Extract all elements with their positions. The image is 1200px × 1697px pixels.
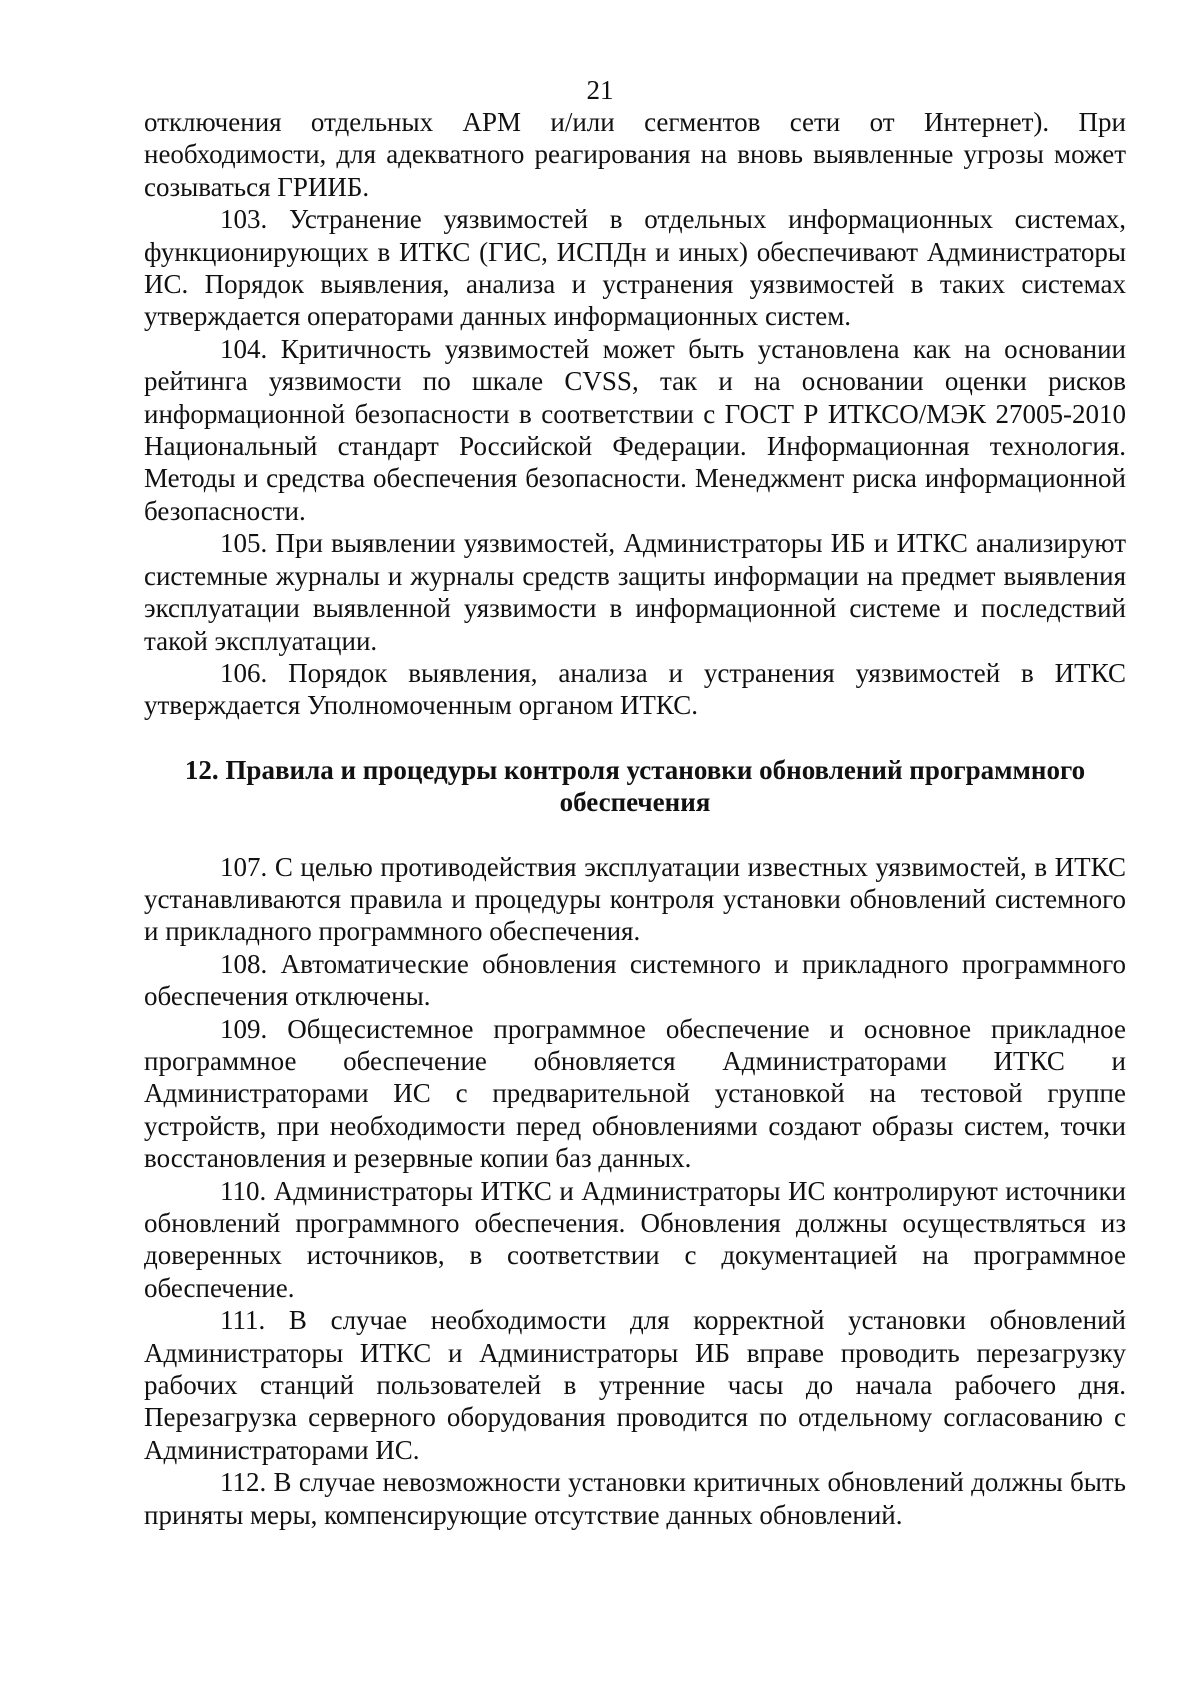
paragraph-107 bbox=[144, 851, 1126, 948]
paragraph-112 bbox=[144, 1466, 1126, 1531]
section-heading-text: 12. Правила и процедуры контроля установки обновлений программного обеспечения bbox=[184, 754, 1086, 818]
paragraph-text: Порядок выявления, анализа и устранения уязвимостей в ИТКС утверждается Уполномоченным органом ИТКС. bbox=[144, 657, 1126, 721]
paragraph-continuation bbox=[144, 106, 1126, 203]
paragraphs-before-section bbox=[144, 106, 1126, 722]
paragraph-text: В случае невозможности установки критичных обновлений должны быть приняты меры, компенсирующие отсутствие данных обновлений. bbox=[144, 1467, 1126, 1530]
paragraph-text: отключения отдельных АРМ и/или сегментов сети от Интернет). При необходимости, для адекватного реагирования на вновь выявленные угрозы может созываться ГРИИБ. bbox=[144, 107, 1126, 202]
paragraph-108 bbox=[144, 948, 1126, 1013]
paragraph-106 bbox=[144, 657, 1126, 722]
paragraph-105 bbox=[144, 527, 1126, 657]
paragraph-number: 104. bbox=[220, 333, 268, 364]
page-number: 21 bbox=[586, 75, 614, 105]
paragraph-104 bbox=[144, 333, 1126, 527]
paragraph-103 bbox=[144, 203, 1126, 333]
paragraph-text: При выявлении уязвимостей, Администраторы ИБ и ИТКС анализируют системные журналы и журналы средств защиты информации на предмет выявления эксплуатации выявленной уязвимости в информационной системе и последствий такой эксплуатации. bbox=[144, 528, 1126, 656]
paragraph-number: 108. bbox=[220, 948, 268, 979]
paragraph-text: Администраторы ИТКС и Администраторы ИС контролируют источники обновлений программного обеспечения. Обновления должны осуществляться из доверенных источников, в соответствии с документацией на программное обеспечение. bbox=[144, 1175, 1127, 1303]
paragraph-111 bbox=[144, 1304, 1126, 1466]
paragraph-number: 105. bbox=[220, 528, 268, 559]
paragraph-text: Автоматические обновления системного и прикладного программного обеспечения отключены. bbox=[144, 948, 1127, 1012]
paragraph-109 bbox=[144, 1013, 1126, 1175]
paragraph-number: 110. bbox=[220, 1175, 267, 1206]
paragraph-110 bbox=[144, 1175, 1126, 1305]
paragraph-number: 107. bbox=[220, 851, 268, 882]
paragraph-number: 103. bbox=[220, 204, 268, 235]
paragraph-number: 106. bbox=[220, 657, 268, 688]
paragraphs-after-section bbox=[144, 851, 1126, 1532]
paragraph-number: 109. bbox=[220, 1013, 268, 1044]
paragraph-text: Устранение уязвимостей в отдельных информационных системах, функционирующих в ИТКС (ГИС, ИСПДн и иных) обеспечивают Администраторы ИС. Порядок выявления, анализа и устранения уязвимостей в таких системах утверждается операторами данных информационных систем. bbox=[144, 204, 1126, 332]
section-heading bbox=[144, 754, 1126, 819]
document-body bbox=[144, 106, 1126, 1531]
paragraph-number: 111. bbox=[220, 1305, 266, 1336]
paragraph-text: Критичность уязвимостей может быть установлена как на основании рейтинга уязвимости по шкале CVSS, так и на основании оценки рисков информационной безопасности в соответствии с ГОСТ Р ИТКСО/МЭК 27005-2010 Национальный стандарт Российской Федерации. Информационная технология. Методы и средства обеспечения безопасности. Менеджмент риска информационной безопасности. bbox=[144, 333, 1127, 526]
paragraph-text: В случае необходимости для корректной установки обновлений Администраторы ИТКС и Администраторы ИБ вправе проводить перезагрузку рабочих станций пользователей в утренние часы до начала рабочего дня. Перезагрузка серверного оборудования проводится по отдельному согласованию с Администраторами ИС. bbox=[144, 1305, 1127, 1465]
paragraph-text: С целью противодействия эксплуатации известных уязвимостей, в ИТКС устанавливаются правила и процедуры контроля установки обновлений системного и прикладного программного обеспечения. bbox=[144, 851, 1126, 947]
paragraph-number: 112. bbox=[220, 1467, 267, 1498]
paragraph-text: Общесистемное программное обеспечение и основное прикладное программное обеспечение обновляется Администраторами ИТКС и Администраторами ИС с предварительной установкой на тестовой группе устройств, при необходимости перед обновлениями создают образы систем, точки восстановления и резервные копии баз данных. bbox=[144, 1013, 1126, 1174]
